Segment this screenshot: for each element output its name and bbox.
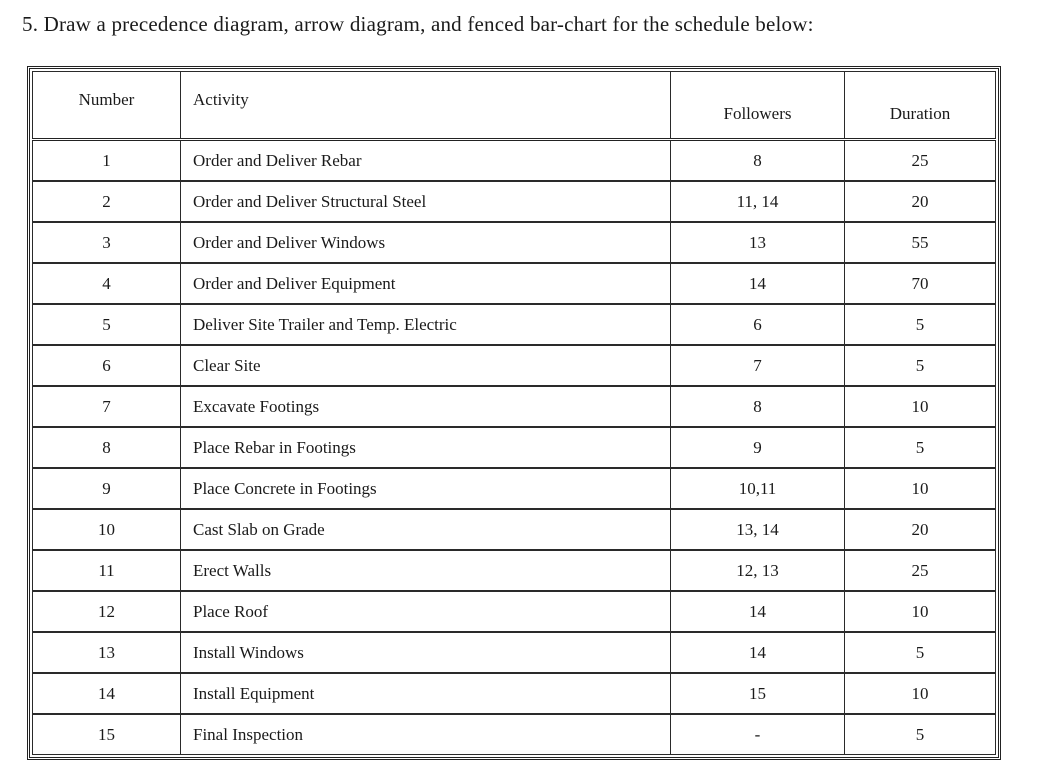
schedule-table-frame [27, 66, 1001, 760]
cell-number: 13 [33, 632, 181, 673]
cell-number: 1 [33, 140, 181, 182]
cell-duration: 70 [845, 263, 996, 304]
cell-followers: 8 [671, 386, 845, 427]
cell-number: 7 [33, 386, 181, 427]
column-header-duration: Duration [845, 72, 996, 140]
cell-followers: - [671, 714, 845, 754]
cell-number: 8 [33, 427, 181, 468]
cell-duration: 5 [845, 304, 996, 345]
cell-activity: Install Equipment [181, 673, 671, 714]
cell-activity: Order and Deliver Equipment [181, 263, 671, 304]
cell-followers: 10,11 [671, 468, 845, 509]
cell-duration: 25 [845, 140, 996, 182]
cell-duration: 10 [845, 673, 996, 714]
cell-followers: 12, 13 [671, 550, 845, 591]
table-row [33, 427, 996, 468]
cell-activity: Final Inspection [181, 714, 671, 754]
cell-activity: Deliver Site Trailer and Temp. Electric [181, 304, 671, 345]
cell-activity: Excavate Footings [181, 386, 671, 427]
question-text: 5. Draw a precedence diagram, arrow diagram, and fenced bar-chart for the schedule below: [22, 12, 814, 36]
cell-followers: 14 [671, 591, 845, 632]
cell-duration: 55 [845, 222, 996, 263]
table-row [33, 386, 996, 427]
cell-duration: 10 [845, 468, 996, 509]
cell-activity: Erect Walls [181, 550, 671, 591]
table-row [33, 304, 996, 345]
cell-followers: 15 [671, 673, 845, 714]
cell-followers: 13 [671, 222, 845, 263]
cell-activity: Clear Site [181, 345, 671, 386]
cell-number: 2 [33, 181, 181, 222]
cell-duration: 10 [845, 386, 996, 427]
cell-followers: 8 [671, 140, 845, 182]
cell-duration: 5 [845, 632, 996, 673]
table-row [33, 509, 996, 550]
cell-duration: 10 [845, 591, 996, 632]
cell-number: 9 [33, 468, 181, 509]
table-header-row [33, 72, 996, 140]
cell-number: 10 [33, 509, 181, 550]
cell-activity: Install Windows [181, 632, 671, 673]
cell-duration: 5 [845, 427, 996, 468]
cell-duration: 20 [845, 509, 996, 550]
table-row [33, 550, 996, 591]
cell-activity: Order and Deliver Windows [181, 222, 671, 263]
table-row [33, 591, 996, 632]
cell-followers: 13, 14 [671, 509, 845, 550]
column-header-followers: Followers [671, 72, 845, 140]
cell-activity: Place Rebar in Footings [181, 427, 671, 468]
cell-activity: Order and Deliver Rebar [181, 140, 671, 182]
cell-activity: Cast Slab on Grade [181, 509, 671, 550]
table-row [33, 632, 996, 673]
cell-number: 14 [33, 673, 181, 714]
table-body [33, 140, 996, 755]
cell-duration: 5 [845, 714, 996, 754]
cell-number: 12 [33, 591, 181, 632]
cell-followers: 14 [671, 632, 845, 673]
table-row [33, 673, 996, 714]
cell-duration: 20 [845, 181, 996, 222]
schedule-table [32, 71, 996, 755]
table-row [33, 468, 996, 509]
cell-activity: Place Roof [181, 591, 671, 632]
table-row [33, 263, 996, 304]
cell-activity: Place Concrete in Footings [181, 468, 671, 509]
cell-number: 3 [33, 222, 181, 263]
cell-duration: 25 [845, 550, 996, 591]
table-row [33, 181, 996, 222]
table-row [33, 714, 996, 754]
column-header-activity: Activity [181, 72, 671, 140]
cell-followers: 11, 14 [671, 181, 845, 222]
cell-followers: 14 [671, 263, 845, 304]
cell-number: 15 [33, 714, 181, 754]
table-row [33, 345, 996, 386]
cell-duration: 5 [845, 345, 996, 386]
table-row [33, 222, 996, 263]
cell-followers: 9 [671, 427, 845, 468]
cell-followers: 6 [671, 304, 845, 345]
table-row [33, 140, 996, 182]
cell-followers: 7 [671, 345, 845, 386]
cell-number: 11 [33, 550, 181, 591]
column-header-number: Number [33, 72, 181, 140]
cell-number: 4 [33, 263, 181, 304]
cell-number: 5 [33, 304, 181, 345]
cell-activity: Order and Deliver Structural Steel [181, 181, 671, 222]
cell-number: 6 [33, 345, 181, 386]
